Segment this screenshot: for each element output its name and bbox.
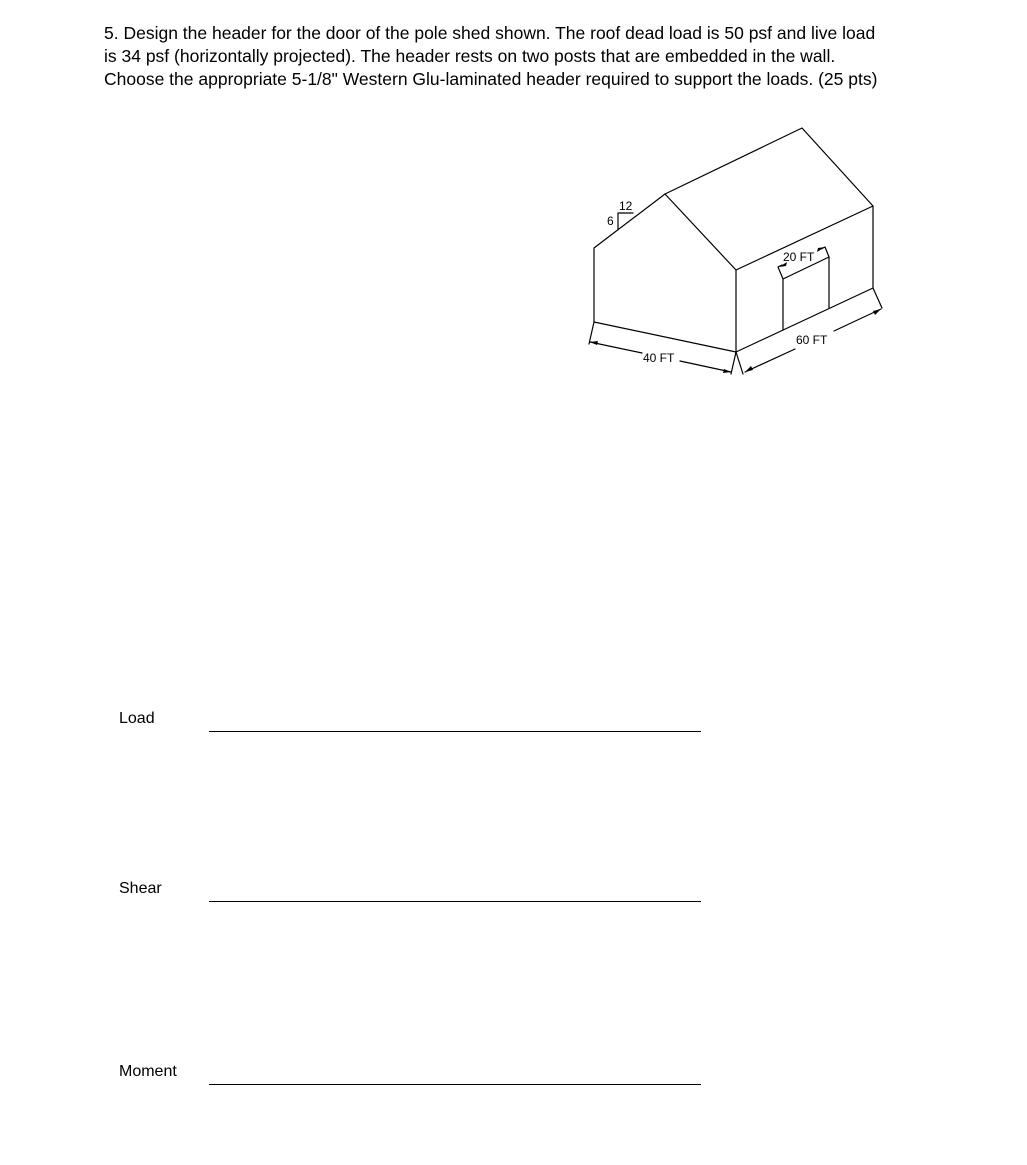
shear-answer-line[interactable] (209, 901, 701, 902)
load-label: Load (119, 710, 155, 727)
problem-line-1: 5. Design the header for the door of the pole shed shown. The roof dead load is 50 psf and live load (104, 23, 876, 43)
arrow-60ft-right (873, 309, 881, 315)
extension-lines-60ft (736, 288, 882, 374)
problem-statement (104, 22, 1004, 91)
pole-shed-figure (560, 110, 920, 400)
arrow-40ft-left (590, 341, 598, 345)
load-answer-line[interactable] (209, 731, 701, 732)
slope-rise-label: 6 (607, 214, 614, 228)
side-wall (736, 206, 873, 352)
pole-shed-drawing (560, 110, 920, 400)
arrow-40ft-right (723, 369, 731, 373)
slope-run-label: 12 (619, 199, 633, 213)
moment-answer-line[interactable] (209, 1084, 701, 1085)
moment-label: Moment (119, 1063, 177, 1080)
door-width-label: 20 FT (783, 250, 815, 264)
arrow-20ft-right (817, 247, 825, 252)
extension-lines-40ft (589, 322, 736, 374)
end-width-label: 40 FT (643, 351, 675, 365)
shear-label: Shear (119, 880, 162, 897)
arrow-60ft-left (745, 366, 753, 372)
side-length-label: 60 FT (796, 333, 828, 347)
slope-indicator (618, 213, 633, 229)
problem-line-3: Choose the appropriate 5-1/8" Western Glu-laminated header required to support the loads. (25 pts) (104, 69, 878, 89)
roof-slope (665, 128, 873, 270)
gable-end-wall (594, 194, 736, 352)
problem-line-2: is 34 psf (horizontally projected). The header rests on two posts that are embedded in the wall. (104, 46, 836, 66)
